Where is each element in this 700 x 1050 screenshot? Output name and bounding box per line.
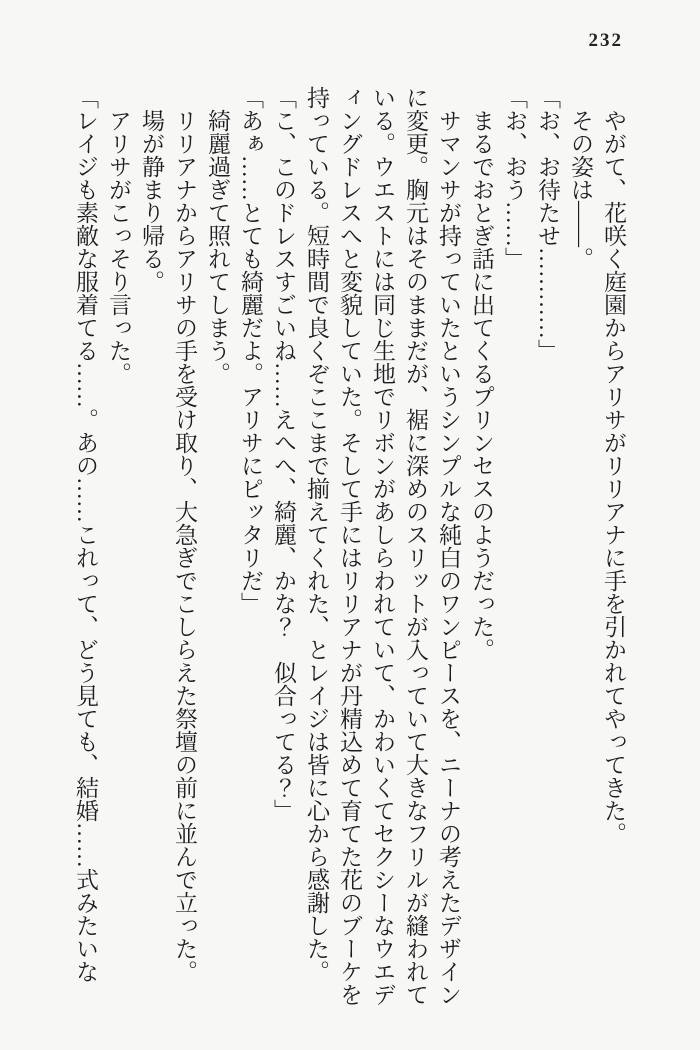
paragraph: まるでおとぎ話に出てくるプリンセスのようだった。 [469,109,494,661]
paragraph: 綺麗過ぎて照れてしまう。 [205,109,230,385]
text-area [69,86,630,1012]
paragraph: 場が静まり帰る。 [139,109,164,293]
paragraph-dialogue: 「レイジも素敵な服着てる……。あの……これって、どう見ても、結婚……式みたいな [73,86,98,983]
page-number: 232 [588,30,623,51]
paragraph: サマンサが持っていたというシンプルな純白のワンピースを、ニーナの考えたデザインに変更。胸元はそのままだが、裾に深めのスリットが入っていて大きなフリルが縫われている。ウエストには同じ生地でリボンがあしらわれていて、かわいくてセクシーなウエディングドレスへと変貌していた。そして手にはリリアナが丹精込めて育てた花のブーケを持っている。短時間で良くぞここまで揃えてくれた、とレイジは皆に心から感謝した。 [304,86,461,1006]
paragraph-dialogue: 「あぁ……とても綺麗だよ。アリサにピッタリだ」 [238,86,263,615]
paragraph-dialogue: 「こ、このドレスすごいね……えへへ、綺麗、かな？ 似合ってる？」 [271,86,296,822]
paragraph-dialogue: 「お、おう……」 [502,86,527,270]
paragraph: やがて、花咲く庭園からアリサがリリアナに手を引かれてやってきた。 [601,109,626,845]
paragraph-dialogue: 「お、お待たせ…………」 [535,86,560,362]
paragraph: アリサがこっそり言った。 [106,109,131,385]
paragraph: その姿は――。 [568,109,593,270]
paragraph: リリアナからアリサの手を受け取り、大急ぎでこしらえた祭壇の前に並んで立った。 [172,109,197,983]
